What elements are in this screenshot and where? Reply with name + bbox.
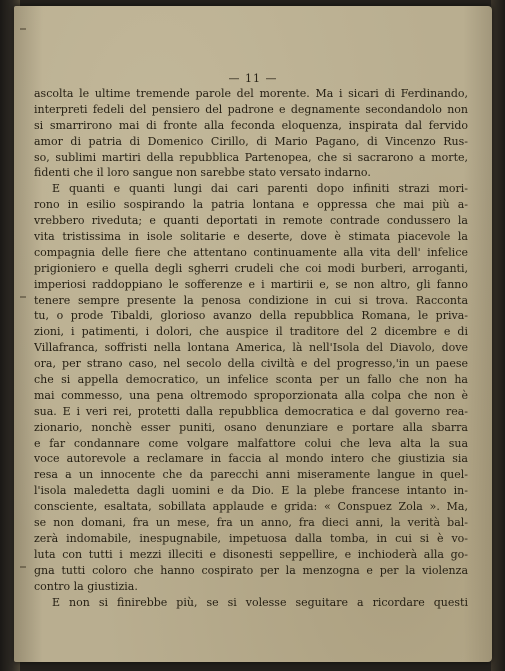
text-line: mai commesso, una pena oltremodo sproporzionata alla colpa che non è xyxy=(34,388,468,402)
text-line: luta con tutti i mezzi illeciti e disonesti seppellire, e inchioderà alla go- xyxy=(34,547,468,561)
text-line: prigioniero e quella degli sgherri crudeli che coi modi burberi, arroganti, xyxy=(34,261,468,275)
text-line: amor di patria di Domenico Cirillo, di Mario Pagano, di Vincenzo Rus- xyxy=(34,134,468,148)
text-line: ascolta le ultime tremende parole del morente. Ma i sicari di Ferdinando, xyxy=(34,87,468,100)
text-line: rono in esilio sospirando la patria lontana e oppressa che mai più a- xyxy=(34,198,468,212)
text-line: se non domani, fra un mese, fra un anno, fra dieci anni, la verità bal- xyxy=(34,516,468,530)
text-line: contro la giustizia. xyxy=(34,579,138,593)
binding-mark xyxy=(20,296,26,298)
text-line: zionario, nonchè esser puniti, osano denunziare e portare alla sbarra xyxy=(34,420,468,434)
text-line: ora, per strano caso, nel secolo della civiltà e del progresso,'in un paese xyxy=(34,357,468,371)
binding-mark xyxy=(20,566,26,568)
text-line: Villafranca, soffristi nella lontana America, là nell'Isola del Diavolo, dove xyxy=(34,341,468,355)
text-line: consciente, esaltata, sobillata applaude e grida: « Conspuez Zola ». Ma, xyxy=(34,500,468,514)
text-line: compagnia delle fiere che attentano continuamente alla vita dell' infelice xyxy=(34,245,468,259)
text-line: gna tutti coloro che hanno cospirato per la menzogna e per la violenza xyxy=(34,563,468,577)
text-line: so, sublimi martiri della repubblica Partenopea, che si sacrarono a morte, xyxy=(34,150,468,164)
text-line: e far condannare come volgare malfattore colui che leva alta la sua xyxy=(34,436,468,450)
text-line: sua. E i veri rei, protetti dalla repubblica democratica e dal governo rea- xyxy=(34,404,468,418)
scanner-backdrop-right xyxy=(491,0,505,671)
binding-mark xyxy=(20,28,26,30)
text-line: E non si finirebbe più, se si volesse seguitare a ricordare questi xyxy=(52,595,468,609)
text-line: vita tristissima in isole solitarie e deserte, dove è stimata piacevole la xyxy=(34,230,468,244)
text-line: tu, o prode Tibaldi, glorioso avanzo della repubblica Romana, le priva- xyxy=(34,309,468,323)
text-line: tenere sempre presente la penosa condizione in cui si trova. Racconta xyxy=(34,293,468,307)
text-line: E quanti e quanti lungi dai cari parenti dopo infiniti strazi mori- xyxy=(52,182,468,196)
text-line: si smarrirono mai di fronte alla feconda eloquenza, inspirata dal fervido xyxy=(34,118,468,132)
text-line: imperiosi raddoppiano le sofferenze e i martirii e, se non altro, gli fanno xyxy=(34,277,468,291)
text-line: zioni, i patimenti, i dolori, che auspice il traditore del 2 dicembre e di xyxy=(34,325,468,339)
text-line: fidenti che il loro sangue non sarebbe stato versato indarno. xyxy=(34,166,371,180)
text-line: che si appella democratico, un infelice sconta per un fallo che non ha xyxy=(34,373,468,387)
text-line: l'isola maledetta dagli uomini e da Dio. E la plebe francese intanto in- xyxy=(34,484,468,498)
page-number: — 11 — xyxy=(228,72,278,85)
text-line: zerà indomabile, inespugnabile, impetuosa dalla tomba, in cui si è vo- xyxy=(34,531,468,545)
book-page xyxy=(14,6,492,662)
text-line: interpreti fedeli del pensiero del padrone e degnamente secondandolo non xyxy=(34,102,468,116)
text-line: voce autorevole a reclamare in faccia al mondo intero che giustizia sia xyxy=(34,452,468,466)
text-line: vrebbero riveduta; e quanti deportati in remote contrade condussero la xyxy=(34,214,468,228)
text-line: resa a un innocente che da parecchi anni miseramente langue in quel- xyxy=(34,468,468,482)
body-text xyxy=(34,86,468,610)
